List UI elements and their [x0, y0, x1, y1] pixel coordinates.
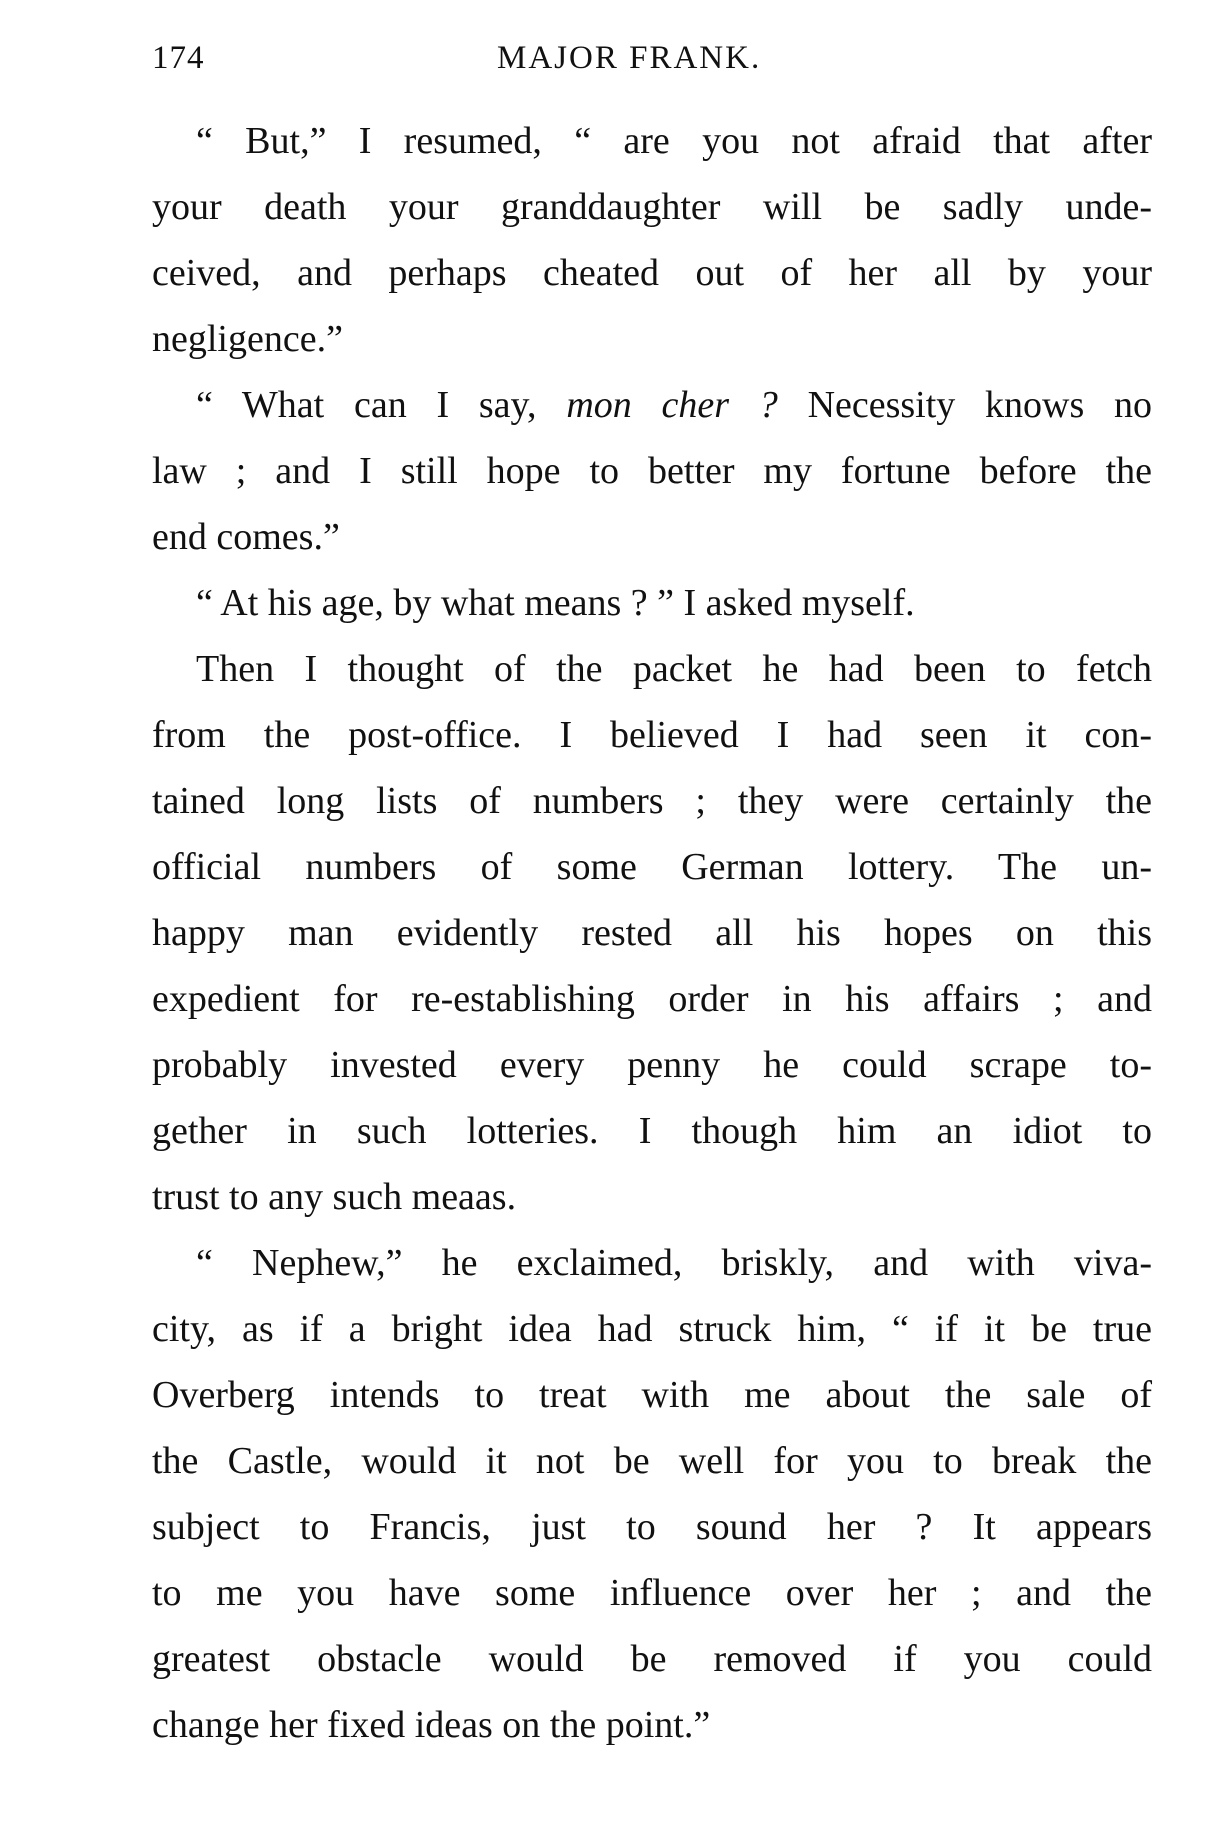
text-line: negligence.”: [152, 318, 343, 360]
page-header: [152, 40, 1152, 88]
text-line: Then I thought of the packet he had been to fetch: [196, 648, 1152, 690]
text-line: Overberg intends to treat with me about the sale of: [152, 1374, 1152, 1416]
text-line: law ; and I still hope to better my fortune before the: [152, 450, 1152, 492]
text-line: to me you have some influence over her ; and the: [152, 1572, 1152, 1614]
italic-phrase: mon cher ?: [566, 384, 778, 426]
text-line: city, as if a bright idea had struck him, “ if it be true: [152, 1308, 1152, 1350]
page-number: 174: [152, 40, 205, 76]
text-line: from the post-office. I believed I had seen it con-: [152, 714, 1152, 756]
text-line-with-italic: [152, 372, 1152, 438]
text-line: change her fixed ideas on the point.”: [152, 1704, 711, 1746]
text-segment: “ What can I say,: [196, 384, 537, 426]
text-line: gether in such lotteries. I though him an idiot to: [152, 1110, 1152, 1152]
text-line: tained long lists of numbers ; they were certainly the: [152, 780, 1152, 822]
text-line: your death your granddaughter will be sadly unde-: [152, 186, 1152, 228]
text-line: “ But,” I resumed, “ are you not afraid that after: [196, 120, 1152, 162]
text-segment: Necessity knows no: [807, 384, 1153, 426]
text-line: “ Nephew,” he exclaimed, briskly, and with viva-: [196, 1242, 1152, 1284]
text-line: subject to Francis, just to sound her ? It appears: [152, 1506, 1152, 1548]
text-line: “ At his age, by what means ? ” I asked myself.: [196, 582, 915, 624]
text-line: trust to any such meaas.: [152, 1176, 517, 1218]
text-line: end comes.”: [152, 516, 340, 558]
text-line: happy man evidently rested all his hopes on this: [152, 912, 1152, 954]
text-line: expedient for re-establishing order in his affairs ; and: [152, 978, 1152, 1020]
text-line: official numbers of some German lottery. The un-: [152, 846, 1152, 888]
running-head: MAJOR FRANK.: [497, 40, 762, 76]
text-line: probably invested every penny he could scrape to-: [152, 1044, 1152, 1086]
body-text: [152, 108, 1152, 1758]
text-line: the Castle, would it not be well for you to break the: [152, 1440, 1152, 1482]
text-line: ceived, and perhaps cheated out of her all by your: [152, 252, 1152, 294]
text-line: greatest obstacle would be removed if you could: [152, 1638, 1152, 1680]
